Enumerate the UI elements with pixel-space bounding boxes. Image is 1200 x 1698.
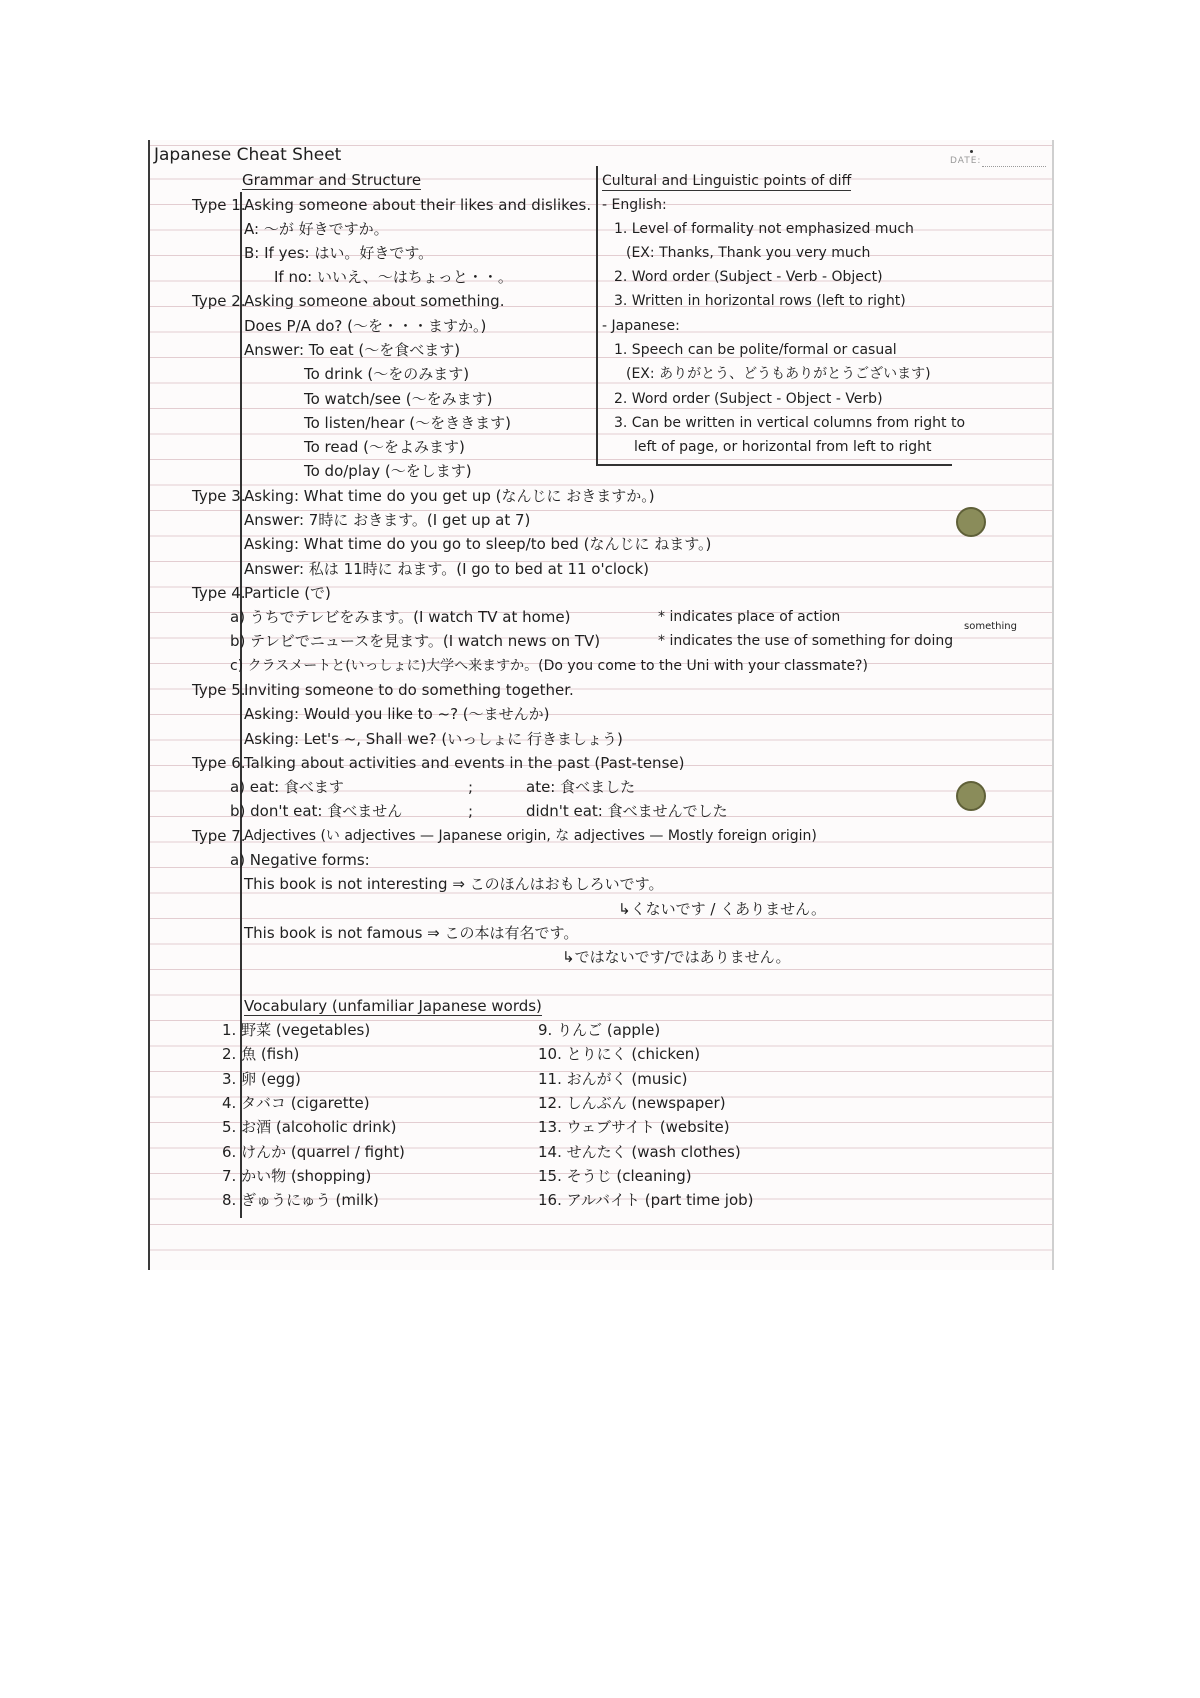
type-line: This book is not interesting ⇒ このほんはおもしろいです。 <box>244 875 664 893</box>
type-label: Type 7. <box>192 827 246 845</box>
type-line: Adjectives (い adjectives — Japanese origin, な adjectives — Mostly foreign origin) <box>244 828 817 844</box>
type-line: b) テレビでニュースを見ます。(I watch news on TV) <box>230 632 601 650</box>
type-line: A: 〜が 好きですか。 <box>244 220 389 238</box>
type-label: Type 1. <box>192 196 246 214</box>
type-line: B: If yes: はい。好きです。 <box>244 244 434 262</box>
vocab-item: 13. ウェブサイト (website) <box>538 1118 730 1136</box>
type-line: To listen/hear (〜をききます) <box>304 414 511 432</box>
page-mark <box>970 150 973 153</box>
type-line: c) クラスメートと(いっしょに)大学へ来ますか。(Do you come to the Uni with your classmate?) <box>230 658 868 674</box>
type-line: b) don't eat: 食べません <box>230 802 403 820</box>
type-line: Asking: What time do you get up (なんじに おきますか。) <box>244 487 655 505</box>
english-point: (EX: Thanks, Thank you very much <box>626 245 871 261</box>
date-line <box>982 166 1046 167</box>
grammar-heading: Grammar and Structure <box>242 171 422 189</box>
separator: ; <box>468 778 474 796</box>
page-title: Japanese Cheat Sheet <box>154 145 342 165</box>
cultural-box-left <box>596 166 598 464</box>
type-label: Type 3. <box>192 487 246 505</box>
type-line: Talking about activities and events in the past (Past-tense) <box>244 754 685 772</box>
type-line: Asking: Would you like to ~? (〜ませんか) <box>244 705 550 723</box>
type-line: To do/play (〜をします) <box>304 462 472 480</box>
type-line: To drink (〜をのみます) <box>304 365 470 383</box>
vocab-item: 16. アルバイト (part time job) <box>538 1191 754 1209</box>
type-line: Asking someone about their likes and dislikes. <box>244 196 592 214</box>
cultural-heading: Cultural and Linguistic points of diff <box>602 173 852 189</box>
vocab-item: 12. しんぶん (newspaper) <box>538 1094 726 1112</box>
japanese-point: 3. Can be written in vertical columns from right to <box>614 415 966 431</box>
japanese-point: 2. Word order (Subject - Object - Verb) <box>614 391 883 407</box>
japanese-point: 1. Speech can be polite/formal or casual <box>614 342 897 358</box>
type-line: Asking: Let's ~, Shall we? (いっしょに 行きましょう) <box>244 730 623 748</box>
type-label: Type 5. <box>192 681 246 699</box>
vocab-item: 2. 魚 (fish) <box>222 1045 300 1063</box>
type-line: Answer: To eat (〜を食べます) <box>244 341 461 359</box>
type-line: ate: 食べました <box>526 778 636 796</box>
type-line: Answer: 7時に おきます。(I get up at 7) <box>244 511 531 529</box>
type-line: To watch/see (〜をみます) <box>304 390 493 408</box>
vocab-item: 7. かい物 (shopping) <box>222 1167 372 1185</box>
vocabulary-heading: Vocabulary (unfamiliar Japanese words) <box>244 997 542 1015</box>
grammar-note: * indicates place of action <box>658 609 841 625</box>
grammar-note: * indicates the use of something for doing <box>658 633 954 649</box>
vocab-item: 3. 卵 (egg) <box>222 1070 301 1088</box>
type-line: a) eat: 食べます <box>230 778 344 796</box>
vocab-item: 4. タバコ (cigarette) <box>222 1094 370 1112</box>
type-line: a) うちでテレビをみます。(I watch TV at home) <box>230 608 571 626</box>
type-label: Type 4. <box>192 584 246 602</box>
type-line: didn't eat: 食べませんでした <box>526 802 728 820</box>
separator: ; <box>468 802 474 820</box>
type-line: Asking: What time do you go to sleep/to bed (なんじに ねます。) <box>244 535 712 553</box>
vocab-item: 11. おんがく (music) <box>538 1070 688 1088</box>
notebook-page <box>148 140 1054 1270</box>
punch-hole <box>956 507 986 537</box>
vocab-item: 8. ぎゅうにゅう (milk) <box>222 1191 379 1209</box>
punch-hole <box>956 781 986 811</box>
type-line: Inviting someone to do something together. <box>244 681 574 699</box>
vocab-item: 6. けんか (quarrel / fight) <box>222 1143 405 1161</box>
english-point: 3. Written in horizontal rows (left to right) <box>614 293 906 309</box>
cultural-box-bottom <box>596 464 952 466</box>
type-label: Type 6. <box>192 754 246 772</box>
type-line: Answer: 私は 11時に ねます。(I go to bed at 11 o'clock) <box>244 560 649 578</box>
type-line: If no: いいえ、〜はちょっと・・。 <box>274 268 513 286</box>
type-label: Type 2. <box>192 292 246 310</box>
english-point: 2. Word order (Subject - Verb - Object) <box>614 269 883 285</box>
vocab-item: 9. りんご (apple) <box>538 1021 661 1039</box>
type-line: ↳くないです / くありません。 <box>618 900 827 918</box>
vocab-item: 5. お酒 (alcoholic drink) <box>222 1118 397 1136</box>
date-label: DATE: <box>950 156 982 166</box>
type-line: ↳ではないです/ではありません。 <box>562 948 791 966</box>
japanese-label: - Japanese: <box>602 318 680 334</box>
japanese-point: (EX: ありがとう、どうもありがとうございます) <box>626 366 931 382</box>
english-label: - English: <box>602 197 667 213</box>
type-line: a) Negative forms: <box>230 851 370 869</box>
type-line: Particle (で) <box>244 584 331 602</box>
type-line: This book is not famous ⇒ この本は有名です。 <box>244 924 579 942</box>
type-line: To read (〜をよみます) <box>304 438 465 456</box>
vocab-item: 15. そうじ (cleaning) <box>538 1167 692 1185</box>
vocab-item: 1. 野菜 (vegetables) <box>222 1021 371 1039</box>
page-edge <box>1052 140 1054 1270</box>
grammar-note: something <box>964 621 1017 632</box>
japanese-point: left of page, or horizontal from left to right <box>634 439 932 455</box>
english-point: 1. Level of formality not emphasized much <box>614 221 914 237</box>
vocab-item: 14. せんたく (wash clothes) <box>538 1143 741 1161</box>
vocab-item: 10. とりにく (chicken) <box>538 1045 701 1063</box>
grammar-column-rule <box>240 192 242 1218</box>
type-line: Asking someone about something. <box>244 292 505 310</box>
type-line: Does P/A do? (〜を・・・ますか。) <box>244 317 487 335</box>
